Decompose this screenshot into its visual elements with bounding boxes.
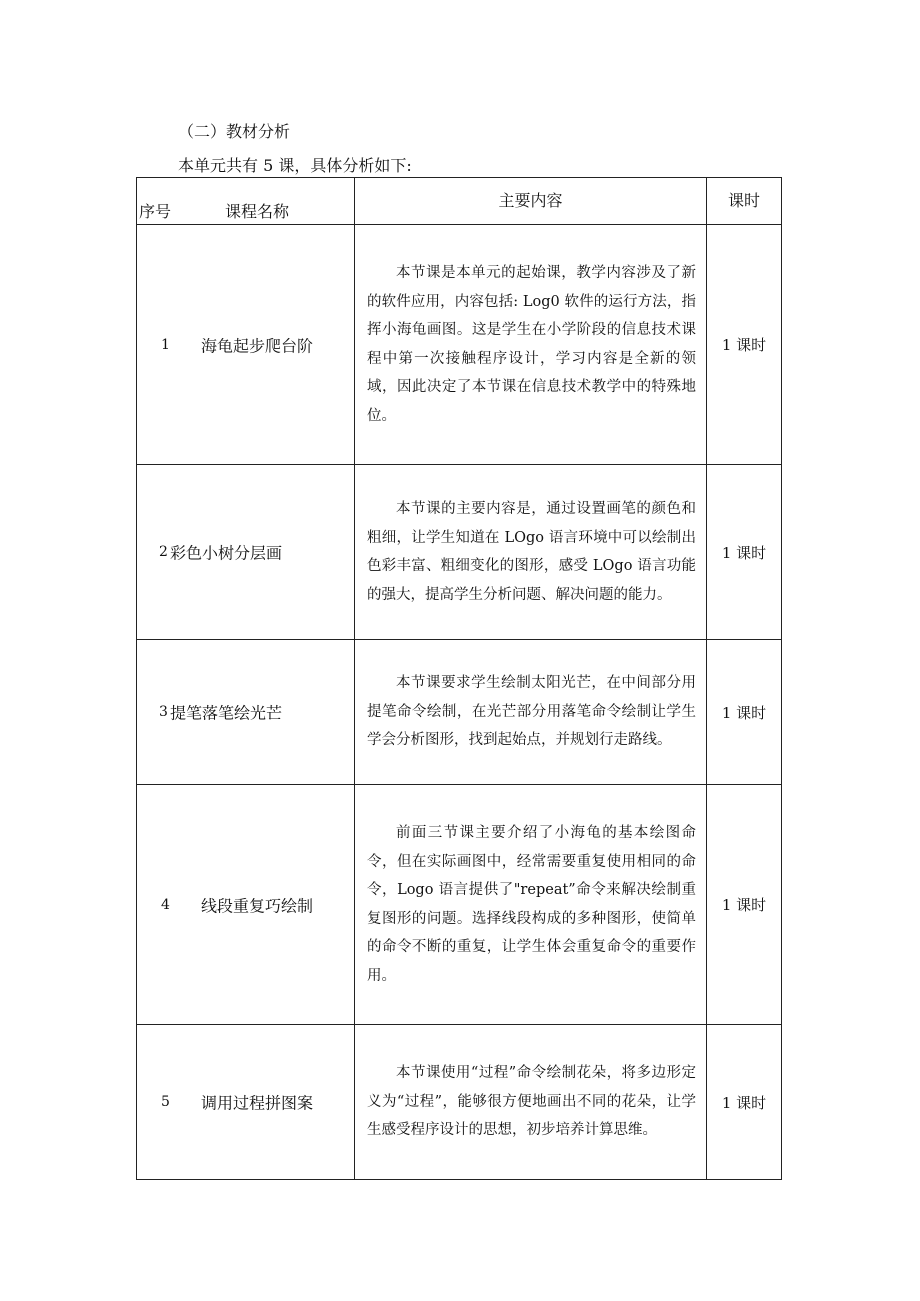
- lesson-content-cell: [355, 640, 707, 785]
- table-header-row: [137, 178, 782, 225]
- lesson-hours: 1 课时: [707, 225, 782, 465]
- lesson-content: 本节课的主要内容是，通过设置画笔的颜色和粗细，让学生知道在 LOgo 语言环境中可以绘制出色彩丰富、粗细变化的图形，感受 LOgo 语言功能的强大，提高学生分析问题、解决问题的能力。: [367, 501, 696, 603]
- lesson-number: 5: [161, 1094, 170, 1110]
- lesson-name: 提笔落笔绘光芒: [170, 703, 283, 723]
- table-row: [137, 465, 782, 640]
- lesson-content-cell: [355, 785, 707, 1025]
- lesson-content: 前面三节课主要介绍了小海龟的基本绘图命令，但在实际画图中，经常需要重复使用相同的命令，Logo 语言提供了"repeat”命令来解决绘制重复图形的问题。选择线段构成的多种图形，使简单的命令不断的重复，让学生体会重复命令的重要作用。: [367, 825, 696, 984]
- lesson-hours: 1 课时: [707, 785, 782, 1025]
- lesson-number: 2: [159, 544, 168, 560]
- table-row: [137, 785, 782, 1025]
- lesson-name-cell: [137, 640, 355, 785]
- header-number: 序号: [139, 202, 172, 221]
- lesson-content: 本节课是本单元的起始课，教学内容涉及了新的软件应用，内容包括: Log0 软件的运行方法，指挥小海龟画图。这是学生在小学阶段的信息技术课程中第一次接触程序设计，学习内容是全新的领域，因此决定了本节课在信息技术教学中的特殊地位。: [367, 265, 696, 424]
- table-row: [137, 640, 782, 785]
- table-row: [137, 225, 782, 465]
- header-content: 主要内容: [355, 178, 707, 225]
- lesson-content-cell: [355, 465, 707, 640]
- lesson-table: [136, 177, 782, 1180]
- header-number-name-cell: [137, 178, 355, 225]
- lesson-name: 彩色小树分层画: [170, 543, 283, 563]
- lesson-hours: 1 课时: [707, 465, 782, 640]
- lesson-content: 本节课要求学生绘制太阳光芒，在中间部分用提笔命令绘制，在光芒部分用落笔命令绘制让学生学会分析图形，找到起始点，并规划行走路线。: [367, 675, 696, 749]
- lesson-name: 调用过程拼图案: [201, 1093, 314, 1113]
- section-heading: （二）教材分析: [178, 122, 291, 141]
- lesson-hours: 1 课时: [707, 640, 782, 785]
- table-row: [137, 1025, 782, 1180]
- lesson-content: 本节课使用“过程”命令绘制花朵，将多边形定义为“过程”，能够很方便地画出不同的花朵，让学生感受程序设计的思想，初步培养计算思维。: [367, 1065, 696, 1139]
- header-hours: 课时: [707, 178, 782, 225]
- lesson-name-cell: [137, 465, 355, 640]
- lesson-name-cell: [137, 1025, 355, 1180]
- lesson-name: 海龟起步爬台阶: [201, 336, 314, 355]
- lesson-content-cell: [355, 1025, 707, 1180]
- lesson-name-cell: [137, 225, 355, 465]
- header-name: 课程名称: [225, 202, 290, 221]
- lesson-content-cell: [355, 225, 707, 465]
- lesson-number: 1: [161, 336, 170, 353]
- lesson-name: 线段重复巧绘制: [201, 896, 314, 915]
- intro-paragraph: 本单元共有 5 课，具体分析如下:: [178, 156, 412, 175]
- lesson-number: 3: [159, 704, 168, 720]
- lesson-number: 4: [161, 896, 170, 913]
- lesson-name-cell: [137, 785, 355, 1025]
- lesson-hours: 1 课时: [707, 1025, 782, 1180]
